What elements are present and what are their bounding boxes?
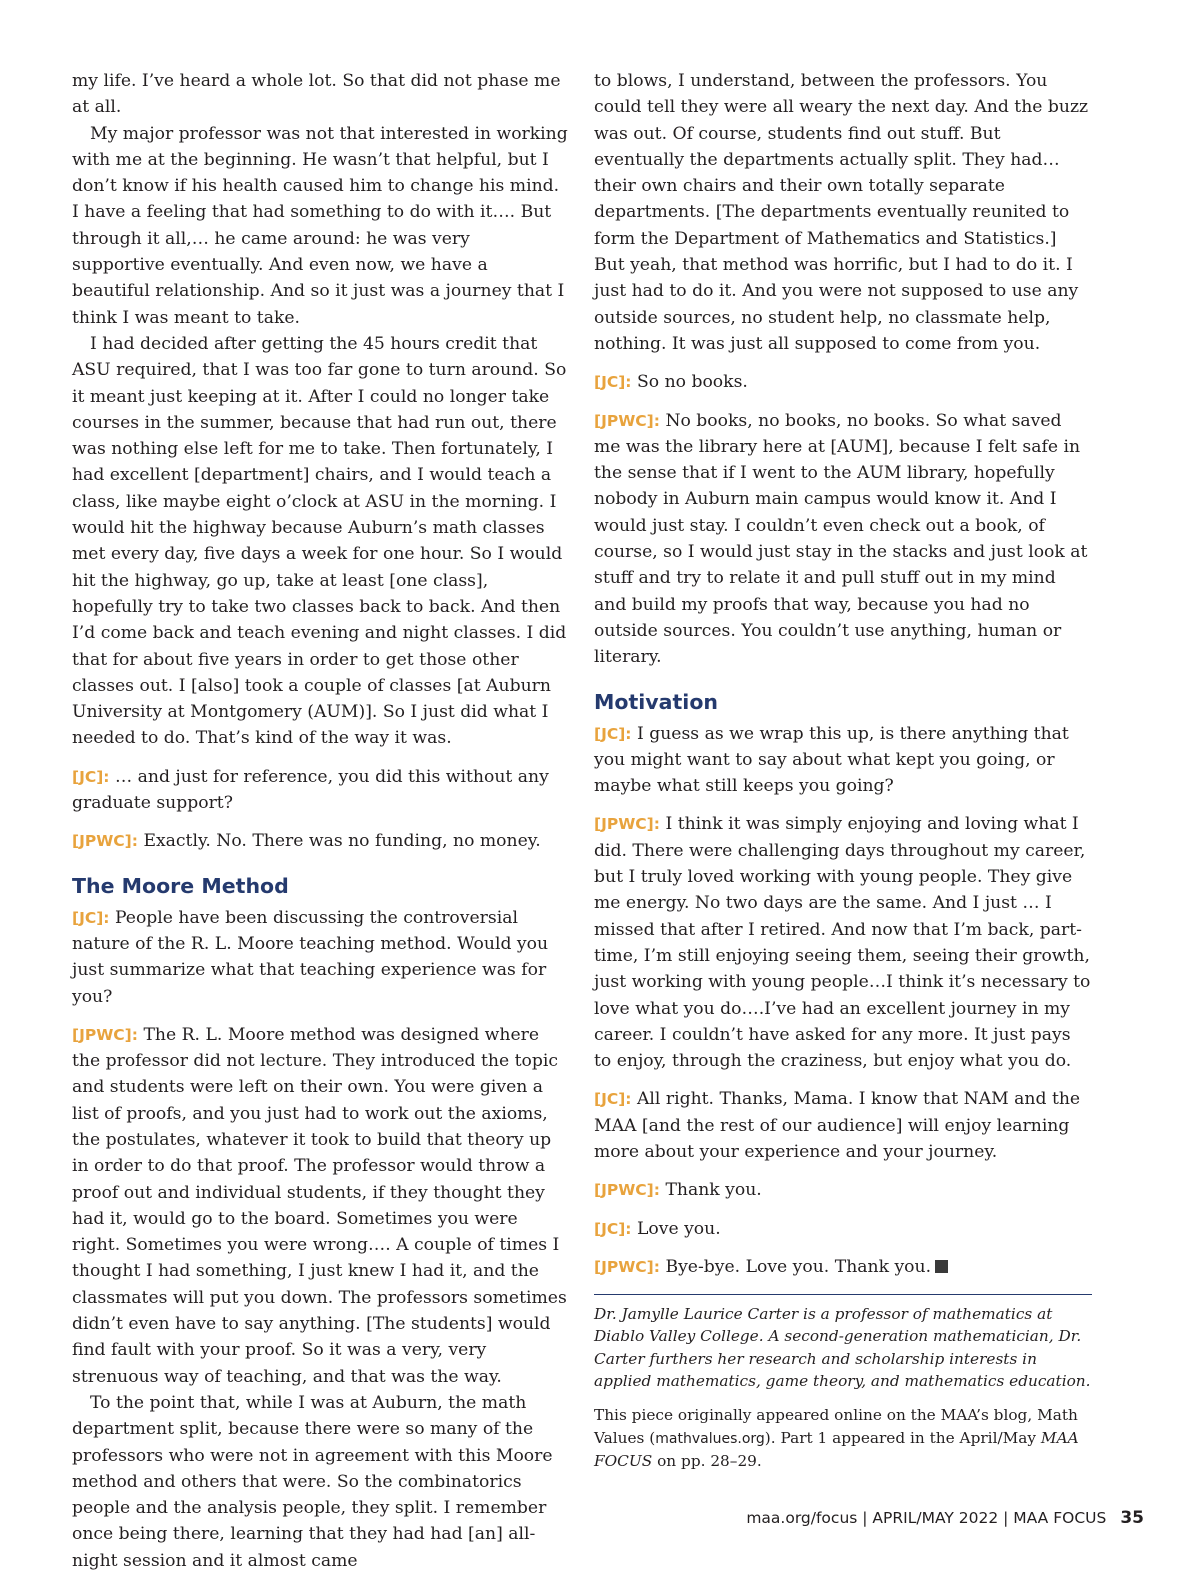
question-text: Love you.	[636, 1218, 721, 1239]
left-column	[72, 68, 568, 1574]
author-bio: Dr. Jamylle Laurice Carter is a professor of mathematics at Diablo Valley College. A second-generation mathematician, Dr. Carter furthers her research and scholarship interests in applied mathematics, game theory, and mathematics education.	[594, 1294, 1092, 1392]
speaker-label: [JPWC]:	[72, 1025, 138, 1044]
speaker-label: [JPWC]:	[594, 815, 660, 834]
speaker-label: [JC]:	[72, 908, 110, 927]
answer-text: Exactly. No. There was no funding, no money.	[143, 831, 541, 852]
question-text: All right. Thanks, Mama. I know that NAM and the MAA [and the rest of our audience] will enjoy learning more about your experience and your journey.	[594, 1089, 1081, 1162]
note-text: ). Part 1 appeared in the April/May	[764, 1428, 1041, 1447]
footer-site: maa.org/focus	[746, 1509, 858, 1527]
answer-text: No books, no books, no books. So what saved me was the library here at [AUM], because I felt safe in the sense that if I went to the AUM library, hopefully nobody in Auburn main campus would know it. And I would just stay. I couldn’t even check out a book, of course, so I would just stay in the stacks and just look at stuff and try to relate it and pull stuff out in my mind and build my proofs that way, because you had no outside sources. You couldn’t use anything, human or literary.	[594, 410, 1088, 668]
interview-question	[594, 1216, 1092, 1242]
paragraph: my life. I’ve heard a whole lot. So that did not phase me at all.	[72, 71, 561, 118]
interview-answer	[594, 811, 1092, 1074]
footer-separator: |	[998, 1509, 1014, 1527]
interview-question	[72, 905, 568, 1010]
page-number: 35	[1120, 1508, 1144, 1528]
interview-answer	[594, 1177, 1092, 1203]
answer-text: Bye-bye. Love you. Thank you.	[665, 1256, 932, 1277]
magazine-name: MAA FOCUS	[594, 1428, 1079, 1470]
interview-question	[594, 369, 1092, 395]
interview-question	[72, 764, 568, 817]
speaker-label: [JPWC]:	[72, 832, 138, 851]
right-column	[594, 68, 1092, 1472]
speaker-label: [JC]:	[72, 767, 110, 786]
question-text: … and just for reference, you did this without any graduate support?	[72, 766, 549, 814]
answer-text: The R. L. Moore method was designed where the professor did not lecture. They introduced the topic and students were left on their own. You were given a list of proofs, and you just had to work out the axioms, the postulates, whatever it took to build that theory up in order to do that proof. The professor would throw a proof out and individual students, if they thought they had it, would go to the board. Sometimes you were right. Sometimes you were wrong…. A couple of times I thought I had something, I just knew I had it, and the classmates will put you down. The professors sometimes didn’t even have to say anything. [The students] would find fault with your proof. So it was a very, very strenuous way of teaching, and that was the way.	[72, 1024, 567, 1387]
end-mark-icon	[935, 1260, 948, 1273]
answer-text: Thank you.	[665, 1180, 762, 1201]
speaker-label: [JPWC]:	[594, 411, 660, 430]
interview-answer	[72, 1022, 568, 1390]
footer-separator: |	[857, 1509, 873, 1527]
page-footer	[746, 1508, 1144, 1528]
question-text: I guess as we wrap this up, is there anything that you might want to say about what kept you going, or maybe what still keeps you going?	[594, 723, 1069, 797]
note-text: on pp. 28–29.	[652, 1451, 762, 1470]
paragraph: I had decided after getting the 45 hours credit that ASU required, that I was too far gone to turn around. So it meant just keeping at it. After I could no longer take courses in the summer, because that had run out, there was nothing else left for me to take. Then fortunately, I had excellent [department] chairs, and I would teach a class, like maybe eight o’clock at ASU in the morning. I would hit the highway because Auburn’s math classes met every day, five days a week for one hour. So I would hit the highway, go up, take at least [one class], hopefully try to take two classes back to back. And then I’d come back and teach evening and night classes. I did that for about five years in order to get those other classes out. I [also] took a couple of classes [at Auburn University at Montgomery (AUM)]. So I just did what I needed to do. That’s kind of the way it was.	[72, 333, 567, 749]
speaker-label: [JC]:	[594, 1090, 632, 1109]
paragraph: to blows, I understand, between the professors. You could tell they were all weary the next day. And the buzz was out. Of course, students find out stuff. But eventually the departments actually split. They had…their own chairs and their own totally separate departments. [The departments eventually reunited to form the Department of Mathematics and Statistics.] But yeah, that method was horrific, but I had to do it. I just had to do it. And you were not supposed to use any outside sources, no student help, no classmate help, nothing. It was just all supposed to come from you.	[594, 71, 1089, 354]
note-text: This piece originally appeared online on the MAA’s blog, Math Values (	[594, 1406, 1078, 1447]
section-heading: The Moore Method	[72, 873, 289, 898]
interview-answer	[72, 828, 568, 854]
footer-issue: APRIL/MAY 2022	[872, 1509, 999, 1527]
section-heading: Motivation	[594, 689, 719, 714]
question-text: So no books.	[636, 372, 748, 393]
paragraph: My major professor was not that interested in working with me at the beginning. He wasn’t that helpful, but I don’t know if his health caused him to change his mind. I have a feeling that had something to do with it…. But through it all,… he came around: he was very supportive eventually. And even now, we have a beautiful relationship. And so it just was a journey that I think I was meant to take.	[72, 123, 568, 328]
speaker-label: [JC]:	[594, 1219, 632, 1238]
source-link[interactable]: mathvalues.org	[655, 1430, 765, 1447]
interview-question	[594, 721, 1092, 800]
footer-magazine: MAA FOCUS	[1013, 1509, 1107, 1527]
answer-text: I think it was simply enjoying and loving what I did. There were challenging days throughout my career, but I truly loved working with young people. They give me energy. No two days are the same. And I just … I missed that after I retired. And now that I’m back, part-time, I’m still enjoying seeing them, seeing their growth, just working with young people…I think it’s necessary to love what you do….I’ve had an excellent journey in my career. I couldn’t have asked for any more. It just pays to enjoy, through the craziness, but enjoy what you do.	[594, 814, 1091, 1072]
interview-answer	[594, 1254, 1092, 1280]
speaker-label: [JPWC]:	[594, 1257, 660, 1276]
speaker-label: [JPWC]:	[594, 1181, 660, 1200]
paragraph: To the point that, while I was at Auburn, the math department split, because there were so many of the professors who were not in agreement with this Moore method and others that were. So the combinatorics people and the analysis people, they split. I remember once being there, learning that they had had [an] all-night session and it almost came	[72, 1392, 553, 1571]
speaker-label: [JC]:	[594, 724, 632, 743]
speaker-label: [JC]:	[594, 373, 632, 392]
interview-question	[594, 1086, 1092, 1165]
source-note	[594, 1404, 1092, 1472]
interview-answer	[594, 408, 1092, 671]
question-text: People have been discussing the controversial nature of the R. L. Moore teaching method. Would you just summarize what that teaching experience was for you?	[72, 907, 549, 1007]
